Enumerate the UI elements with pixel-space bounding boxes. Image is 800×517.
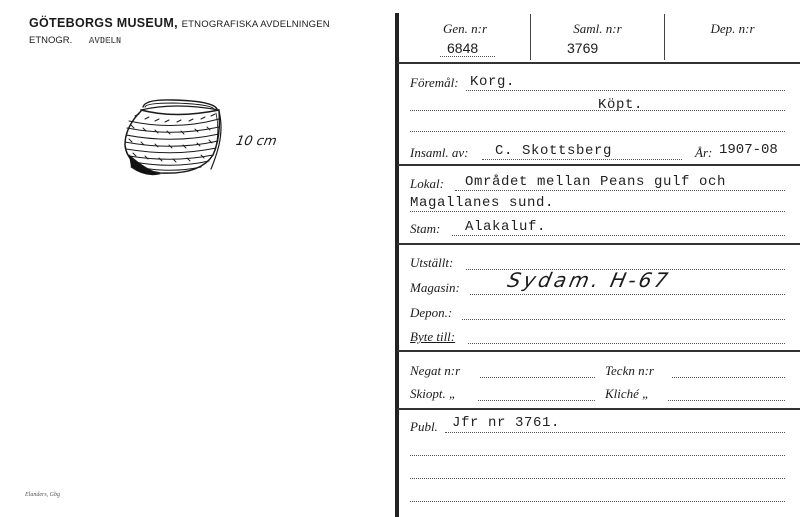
ar-value: 1907-08: [719, 142, 778, 158]
teckn-dotline: [672, 377, 785, 378]
skiopt-dotline: [478, 400, 595, 401]
dep-nr-label: Dep. n:r: [710, 21, 755, 36]
foremal-label: Föremål:: [410, 75, 459, 90]
lokal-line-1: Området mellan Peans gulf och: [465, 174, 727, 190]
kliche-dotline: [668, 400, 785, 401]
etnogr-line: [29, 35, 121, 46]
basket-sketch-drawing: [115, 97, 225, 179]
insaml-value: C. Skottsberg: [495, 143, 613, 159]
size-annotation: 10 cm: [234, 134, 278, 149]
ar-label: År:: [695, 145, 713, 160]
lokal-line-2: Magallanes sund.: [410, 195, 555, 211]
section-divider: [397, 164, 800, 166]
skiopt-label: Skiopt. „: [410, 386, 457, 401]
etnogr-stamp: AVDELN: [88, 36, 122, 46]
kliche-label: Kliché „: [605, 386, 650, 401]
depon-dotline: [462, 319, 785, 320]
publ-dotline-3: [410, 478, 785, 479]
foremal-dotline-3: [410, 131, 785, 132]
lokal-label: Lokal:: [410, 176, 444, 191]
stam-value: Alakaluf.: [465, 219, 547, 235]
lokal-dotline-2: [410, 211, 785, 212]
saml-nr-value: 3769: [567, 40, 599, 56]
museum-name: GÖTEBORGS MUSEUM,: [29, 16, 178, 30]
magasin-label: Magasin:: [410, 280, 460, 295]
foremal-dotline: [466, 90, 785, 91]
gen-nr-label: Gen. n:r: [442, 21, 488, 36]
publ-label: Publ.: [410, 419, 438, 434]
gen-nr-value: 6848: [447, 40, 479, 56]
department-name: ETNOGRAFISKA AVDELNINGEN: [181, 19, 330, 30]
negat-label: Negat n:r: [410, 363, 461, 378]
magasin-dotline: [470, 294, 785, 295]
byte-label: Byte till:: [410, 329, 456, 344]
utstallt-label: Utställt:: [410, 255, 454, 270]
publ-dotline: [445, 432, 785, 433]
byte-dotline: [468, 343, 785, 344]
card-left-border: [395, 13, 399, 517]
foremal-value: Korg.: [470, 74, 516, 90]
publ-value: Jfr nr 3761.: [452, 415, 561, 431]
stam-label: Stam:: [410, 221, 441, 236]
depon-label: Depon.:: [410, 305, 453, 320]
gen-nr-dotline: [440, 56, 495, 57]
magasin-value: Sydam. H-67: [505, 268, 673, 292]
section-divider: [397, 350, 800, 352]
teckn-label: Teckn n:r: [605, 363, 654, 378]
section-divider: [397, 408, 800, 410]
foremal-dotline-2: [410, 110, 785, 111]
insaml-dotline: [482, 159, 682, 160]
lokal-dotline: [455, 190, 785, 191]
section-divider: [397, 62, 800, 64]
insaml-label: Insaml. av:: [410, 145, 469, 160]
etnogr-label: ETNOGR.: [29, 35, 73, 46]
publ-dotline-4: [410, 501, 785, 502]
printer-imprint: Elanders, Gbg: [25, 492, 60, 498]
foremal-note: Köpt.: [598, 97, 644, 113]
negat-dotline: [480, 377, 595, 378]
section-divider: [397, 243, 800, 245]
saml-nr-label: Saml. n:r: [573, 21, 622, 36]
museum-header: [29, 16, 330, 30]
stam-dotline: [452, 235, 785, 236]
publ-dotline-2: [410, 455, 785, 456]
